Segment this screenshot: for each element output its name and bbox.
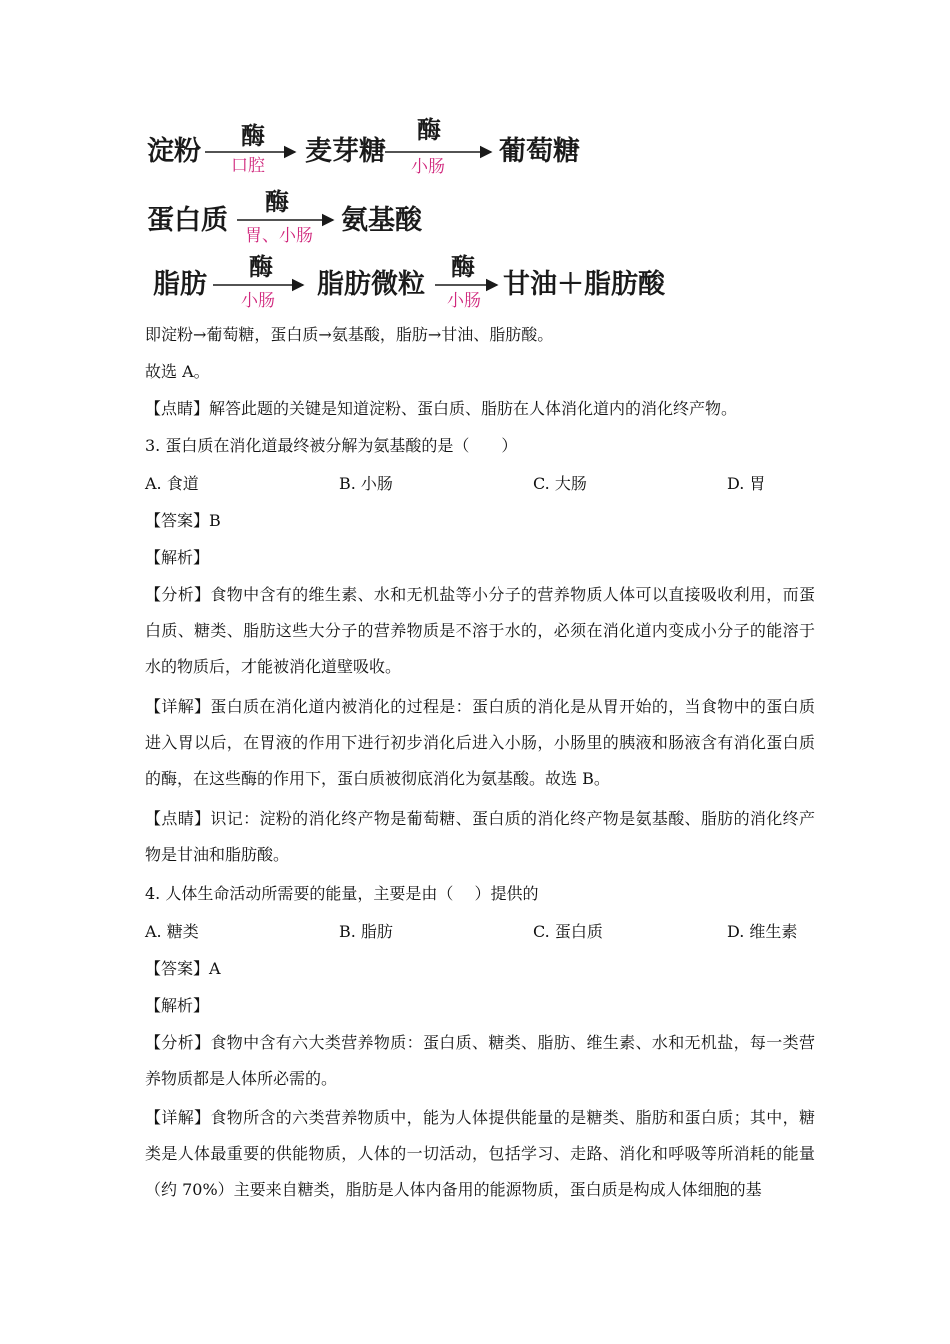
q4-option-c: C. 蛋白质 [533,922,603,941]
enzyme-label: 酶 [451,253,475,281]
site-small-intestine-label: 小肠 [411,157,445,177]
q4-analysis-label: 【解析】 [145,996,210,1015]
glycerol-fatty-acid-label: 甘油＋脂肪酸 [503,269,665,300]
q4-option-d: D. 维生素 [727,922,798,941]
starch-label: 淀粉 [147,136,201,167]
q4-detail: 【详解】食物所含的六类营养物质中，能为人体提供能量的是糖类、脂肪和蛋白质；其中，糖类是人体最重要的供能物质，人体的一切活动，包括学习、走路、消化和呼吸等所消耗的能量（约 70%）主要来自糖类，脂肪是人体内备用的能源物质，蛋白质是构成人体细胞的基 [145,1108,815,1199]
enzyme-label: 酶 [265,188,289,216]
q2-summary: 即淀粉→葡萄糖，蛋白质→氨基酸，脂肪→甘油、脂肪酸。 [145,325,554,344]
site-small-intestine-label: 小肠 [447,291,481,311]
fat-label: 脂肪 [153,269,207,300]
q4-answer: 【答案】A [145,959,221,978]
digestion-diagram [145,112,705,312]
q3-option-b: B. 小肠 [339,474,393,493]
q2-choice: 故选 A。 [145,362,210,381]
protein-label: 蛋白质 [147,205,228,236]
q3-option-a: A. 食道 [145,474,199,493]
q3-analysis: 【分析】食物中含有的维生素、水和无机盐等小分子的营养物质人体可以直接吸收利用，而蛋白质、糖类、脂肪这些大分子的营养物质是不溶于水的，必须在消化道内变成小分子的能溶于水的物质后，才能被消化道壁吸收。 [145,585,815,676]
q2-note: 【点睛】解答此题的关键是知道淀粉、蛋白质、脂肪在人体消化道内的消化终产物。 [145,399,738,418]
q3-answer: 【答案】B [145,511,221,530]
enzyme-label: 酶 [241,122,265,150]
fat-droplet-label: 脂肪微粒 [317,269,425,300]
q3-option-c: C. 大肠 [533,474,587,493]
q3-option-d: D. 胃 [727,474,766,493]
enzyme-label: 酶 [249,253,273,281]
site-small-intestine-label: 小肠 [241,291,275,311]
q3-analysis-label: 【解析】 [145,548,210,567]
q4-option-a: A. 糖类 [145,922,199,941]
q3-note: 【点睛】识记：淀粉的消化终产物是葡萄糖、蛋白质的消化终产物是氨基酸、脂肪的消化终产物是甘油和脂肪酸。 [145,809,815,864]
enzyme-label: 酶 [417,116,441,144]
q3-detail: 【详解】蛋白质在消化道内被消化的过程是：蛋白质的消化是从胃开始的，当食物中的蛋白质进入胃以后，在胃液的作用下进行初步消化后进入小肠，小肠里的胰液和肠液含有消化蛋白质的酶，在这些酶的作用下，蛋白质被彻底消化为氨基酸。故选 B。 [145,697,815,788]
q4-analysis: 【分析】食物中含有六大类营养物质：蛋白质、糖类、脂肪、维生素、水和无机盐，每一类营养物质都是人体所必需的。 [145,1033,815,1088]
amino-acid-label: 氨基酸 [341,205,422,236]
glucose-label: 葡萄糖 [499,136,580,167]
maltose-label: 麦芽糖 [305,136,386,167]
digestion-diagram-svg [145,112,705,312]
site-stomach-intestine-label: 胃、小肠 [245,226,313,246]
site-mouth-label: 口腔 [231,156,265,176]
q3-question: 3. 蛋白质在消化道最终被分解为氨基酸的是（ ） [145,436,518,455]
q4-option-b: B. 脂肪 [339,922,393,941]
q4-question: 4. 人体生命活动所需要的能量，主要是由（ ）提供的 [145,884,539,903]
